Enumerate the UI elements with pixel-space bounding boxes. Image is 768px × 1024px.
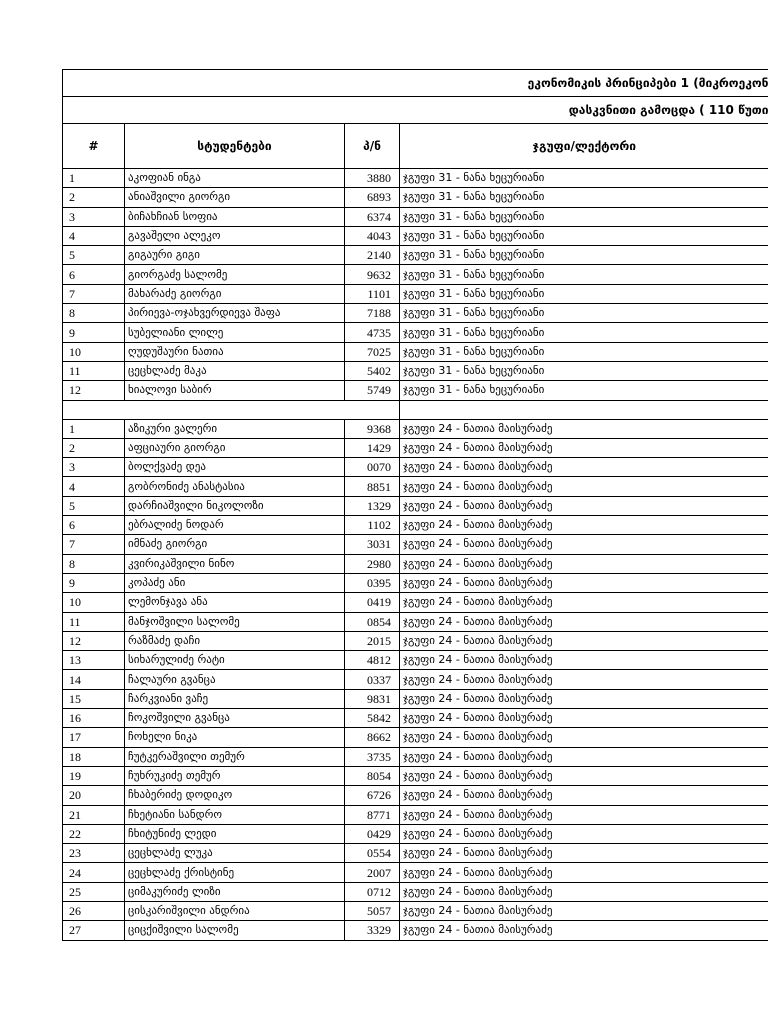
table-row	[63, 651, 768, 670]
student-name-cell[interactable]: ლემონჯავა ანა	[125, 593, 345, 612]
table-row	[63, 921, 768, 940]
student-name-cell[interactable]: კვირიკაშვილი ნინო	[125, 554, 345, 573]
table-row	[63, 361, 768, 380]
student-name-cell[interactable]: ხიალოვი საბირ	[125, 381, 345, 400]
student-id-cell[interactable]: 5749	[345, 381, 400, 400]
student-id-cell[interactable]: 7025	[345, 342, 400, 361]
group-lecturer-cell[interactable]: ჯგუფი 24 - ნათია მაისურაძე	[400, 901, 768, 920]
student-name-cell[interactable]: მანჯოშვილი სალომე	[125, 612, 345, 631]
row-number-cell[interactable]: 6	[63, 265, 125, 284]
group-lecturer-cell[interactable]: ჯგუფი 24 - ნათია მაისურაძე	[400, 419, 768, 438]
column-header-group[interactable]: ჯგუფი/ლექტორი	[400, 124, 768, 169]
table-row	[63, 477, 768, 496]
group-lecturer-cell[interactable]: ჯგუფი 31 - ნანა ხეცურიანი	[400, 169, 768, 188]
student-name-cell[interactable]: გიგაური გიგი	[125, 246, 345, 265]
student-name-cell[interactable]: მახარაძე გიორგი	[125, 284, 345, 303]
student-id-cell[interactable]: 4812	[345, 651, 400, 670]
group-lecturer-cell[interactable]: ჯგუფი 24 - ნათია მაისურაძე	[400, 921, 768, 940]
student-name-cell[interactable]: ციცქიშვილი სალომე	[125, 921, 345, 940]
table-row	[63, 226, 768, 245]
student-name-cell[interactable]: დარჩიაშვილი ნიკოლოზი	[125, 496, 345, 515]
student-id-cell[interactable]: 9632	[345, 265, 400, 284]
table-row	[63, 747, 768, 766]
sheet-title[interactable]: ეკონომიკის პრინციპები 1 (მიკროეკონ	[63, 70, 768, 97]
group-lecturer-cell[interactable]: ჯგუფი 31 - ნანა ხეცურიანი	[400, 265, 768, 284]
student-id-cell[interactable]: 0070	[345, 458, 400, 477]
column-header-num[interactable]: #	[63, 124, 125, 169]
student-name-cell[interactable]: სიხარულიძე რატი	[125, 651, 345, 670]
student-name-cell[interactable]: ღუდუშაური ნათია	[125, 342, 345, 361]
student-name-cell[interactable]: ცეცხლაძე მაკა	[125, 361, 345, 380]
student-name-cell[interactable]: იმნაძე გიორგი	[125, 535, 345, 554]
student-name-cell[interactable]: ციმაკურიძე ლიზი	[125, 882, 345, 901]
blank-cell[interactable]	[63, 400, 400, 419]
group-lecturer-cell[interactable]: ჯგუფი 31 - ნანა ხეცურიანი	[400, 226, 768, 245]
row-number-cell[interactable]: 9	[63, 573, 125, 592]
student-id-cell[interactable]: 5057	[345, 901, 400, 920]
table-row	[63, 207, 768, 226]
row-number-cell[interactable]: 3	[63, 458, 125, 477]
row-number-cell[interactable]: 7	[63, 284, 125, 303]
student-id-cell[interactable]: 0712	[345, 882, 400, 901]
student-id-cell[interactable]: 2140	[345, 246, 400, 265]
student-name-cell[interactable]: ჩხეტიანი სანდრო	[125, 805, 345, 824]
student-id-cell[interactable]: 5402	[345, 361, 400, 380]
table-row	[63, 458, 768, 477]
student-id-cell[interactable]: 5842	[345, 709, 400, 728]
table-row	[63, 342, 768, 361]
table-row	[63, 535, 768, 554]
group-lecturer-cell[interactable]: ჯგუფი 24 - ნათია მაისურაძე	[400, 458, 768, 477]
student-id-cell[interactable]: 6374	[345, 207, 400, 226]
student-name-cell[interactable]: ჩუტკერაშვილი თემურ	[125, 747, 345, 766]
group-lecturer-cell[interactable]: ჯგუფი 24 - ნათია მაისურაძე	[400, 766, 768, 785]
group-lecturer-cell[interactable]: ჯგუფი 31 - ნანა ხეცურიანი	[400, 246, 768, 265]
student-name-cell[interactable]: ანიაშვილი გიორგი	[125, 188, 345, 207]
table-row	[63, 323, 768, 342]
student-name-cell[interactable]: ჩუხრუკიძე თემურ	[125, 766, 345, 785]
table-row	[63, 573, 768, 592]
row-number-cell[interactable]: 11	[63, 612, 125, 631]
row-number-cell[interactable]: 24	[63, 863, 125, 882]
group-lecturer-cell[interactable]: ჯგუფი 31 - ნანა ხეცურიანი	[400, 361, 768, 380]
student-id-cell[interactable]: 2980	[345, 554, 400, 573]
row-number-cell[interactable]: 4	[63, 477, 125, 496]
student-name-cell[interactable]: ჩხაბერიძე დოდიკო	[125, 786, 345, 805]
student-name-cell[interactable]: ჩალაური გვანცა	[125, 670, 345, 689]
row-number-cell[interactable]: 16	[63, 709, 125, 728]
student-name-cell[interactable]: აზიკური ვალერი	[125, 419, 345, 438]
student-id-cell[interactable]: 1429	[345, 438, 400, 457]
row-number-cell[interactable]: 5	[63, 496, 125, 515]
row-number-cell[interactable]: 11	[63, 361, 125, 380]
student-id-cell[interactable]: 6893	[345, 188, 400, 207]
row-number-cell[interactable]: 27	[63, 921, 125, 940]
student-name-cell[interactable]: ჩოხელი ნიკა	[125, 728, 345, 747]
table-row	[63, 901, 768, 920]
column-header-row	[63, 124, 768, 169]
spreadsheet	[62, 69, 768, 941]
table-row	[63, 304, 768, 323]
student-name-cell[interactable]: ჩხიტუნიძე ლედი	[125, 824, 345, 843]
group-lecturer-cell[interactable]: ჯგუფი 24 - ნათია მაისურაძე	[400, 824, 768, 843]
row-number-cell[interactable]: 7	[63, 535, 125, 554]
row-number-cell[interactable]: 19	[63, 766, 125, 785]
row-number-cell[interactable]: 3	[63, 207, 125, 226]
student-name-cell[interactable]: აკოფიან ინგა	[125, 169, 345, 188]
table-row	[63, 786, 768, 805]
student-name-cell[interactable]: გავაშელი ალეკო	[125, 226, 345, 245]
student-name-cell[interactable]: ბიჩახჩიან სოფია	[125, 207, 345, 226]
student-id-cell[interactable]: 1329	[345, 496, 400, 515]
table-row	[63, 728, 768, 747]
group-lecturer-cell[interactable]: ჯგუფი 24 - ნათია მაისურაძე	[400, 844, 768, 863]
table-row	[63, 844, 768, 863]
student-id-cell[interactable]: 3329	[345, 921, 400, 940]
subtitle-row	[63, 97, 768, 124]
table-row	[63, 188, 768, 207]
title-row	[63, 70, 768, 97]
table-row	[63, 516, 768, 535]
table-row	[63, 381, 768, 400]
group-lecturer-cell[interactable]: ჯგუფი 31 - ნანა ხეცურიანი	[400, 323, 768, 342]
table-row	[63, 766, 768, 785]
student-name-cell[interactable]: ჩოკოშვილი გვანცა	[125, 709, 345, 728]
group-lecturer-cell[interactable]: ჯგუფი 24 - ნათია მაისურაძე	[400, 805, 768, 824]
student-name-cell[interactable]: ცისკარიშვილი ანდრია	[125, 901, 345, 920]
row-number-cell[interactable]: 12	[63, 381, 125, 400]
student-id-cell[interactable]: 3031	[345, 535, 400, 554]
table-row	[63, 863, 768, 882]
student-id-cell[interactable]: 9831	[345, 689, 400, 708]
table-row	[63, 496, 768, 515]
student-id-cell[interactable]: 2007	[345, 863, 400, 882]
group-lecturer-cell[interactable]: ჯგუფი 24 - ნათია მაისურაძე	[400, 612, 768, 631]
group-lecturer-cell[interactable]: ჯგუფი 31 - ნანა ხეცურიანი	[400, 304, 768, 323]
student-name-cell[interactable]: ბოლქვაძე დეა	[125, 458, 345, 477]
row-number-cell[interactable]: 22	[63, 824, 125, 843]
table-row	[63, 805, 768, 824]
student-id-cell[interactable]: 7188	[345, 304, 400, 323]
student-id-cell[interactable]: 2015	[345, 631, 400, 650]
student-id-cell[interactable]: 0337	[345, 670, 400, 689]
row-number-cell[interactable]: 8	[63, 304, 125, 323]
table-row	[63, 612, 768, 631]
student-table	[62, 69, 768, 941]
group-lecturer-cell[interactable]: ჯგუფი 24 - ნათია მაისურაძე	[400, 709, 768, 728]
group-lecturer-cell[interactable]: ჯგუფი 31 - ნანა ხეცურიანი	[400, 207, 768, 226]
student-name-cell[interactable]: ჩარკვიანი ვაჩე	[125, 689, 345, 708]
blank-separator-row	[63, 400, 768, 419]
row-number-cell[interactable]: 25	[63, 882, 125, 901]
group-lecturer-cell[interactable]: ჯგუფი 24 - ნათია მაისურაძე	[400, 882, 768, 901]
student-name-cell[interactable]: კოპაძე ანი	[125, 573, 345, 592]
group-lecturer-cell[interactable]: ჯგუფი 31 - ნანა ხეცურიანი	[400, 284, 768, 303]
student-name-cell[interactable]: ცეცხლაძე ლუკა	[125, 844, 345, 863]
table-row	[63, 882, 768, 901]
row-number-cell[interactable]: 10	[63, 342, 125, 361]
student-id-cell[interactable]: 8851	[345, 477, 400, 496]
student-name-cell[interactable]: ებრალიძე ნოდარ	[125, 516, 345, 535]
table-row	[63, 689, 768, 708]
row-number-cell[interactable]: 8	[63, 554, 125, 573]
group-lecturer-cell[interactable]: ჯგუფი 24 - ნათია მაისურაძე	[400, 863, 768, 882]
table-row	[63, 824, 768, 843]
group-lecturer-cell[interactable]: ჯგუფი 24 - ნათია მაისურაძე	[400, 593, 768, 612]
student-id-cell[interactable]: 1101	[345, 284, 400, 303]
group-lecturer-cell[interactable]: ჯგუფი 24 - ნათია მაისურაძე	[400, 516, 768, 535]
group-lecturer-cell[interactable]: ჯგუფი 24 - ნათია მაისურაძე	[400, 651, 768, 670]
group-lecturer-cell[interactable]: ჯგუფი 24 - ნათია მაისურაძე	[400, 496, 768, 515]
table-row	[63, 709, 768, 728]
table-row	[63, 284, 768, 303]
row-number-cell[interactable]: 2	[63, 438, 125, 457]
student-id-cell[interactable]: 6726	[345, 786, 400, 805]
group-lecturer-cell[interactable]: ჯგუფი 31 - ნანა ხეცურიანი	[400, 188, 768, 207]
group-lecturer-cell[interactable]: ჯგუფი 24 - ნათია მაისურაძე	[400, 438, 768, 457]
group-lecturer-cell[interactable]: ჯგუფი 24 - ნათია მაისურაძე	[400, 728, 768, 747]
row-number-cell[interactable]: 17	[63, 728, 125, 747]
group-lecturer-cell[interactable]: ჯგუფი 24 - ნათია მაისურაძე	[400, 573, 768, 592]
row-number-cell[interactable]: 12	[63, 631, 125, 650]
row-number-cell[interactable]: 13	[63, 651, 125, 670]
student-id-cell[interactable]: 0854	[345, 612, 400, 631]
group-lecturer-cell[interactable]: ჯგუფი 24 - ნათია მაისურაძე	[400, 631, 768, 650]
group-lecturer-cell[interactable]: ჯგუფი 24 - ნათია მაისურაძე	[400, 554, 768, 573]
group-lecturer-cell[interactable]: ჯგუფი 24 - ნათია მაისურაძე	[400, 670, 768, 689]
student-name-cell[interactable]: სუბელიანი ლილე	[125, 323, 345, 342]
row-number-cell[interactable]: 1	[63, 419, 125, 438]
table-row	[63, 554, 768, 573]
sheet-subtitle[interactable]: დასკვნითი გამოცდა ( 110 წუთი	[63, 97, 768, 124]
student-id-cell[interactable]: 0419	[345, 593, 400, 612]
row-number-cell[interactable]: 20	[63, 786, 125, 805]
group-lecturer-cell[interactable]: ჯგუფი 24 - ნათია მაისურაძე	[400, 689, 768, 708]
table-row	[63, 631, 768, 650]
student-id-cell[interactable]: 9368	[345, 419, 400, 438]
student-id-cell[interactable]: 8054	[345, 766, 400, 785]
student-id-cell[interactable]: 3880	[345, 169, 400, 188]
table-row	[63, 169, 768, 188]
student-id-cell[interactable]: 8771	[345, 805, 400, 824]
student-id-cell[interactable]: 4043	[345, 226, 400, 245]
student-id-cell[interactable]: 0554	[345, 844, 400, 863]
group-lecturer-cell[interactable]: ჯგუფი 24 - ნათია მაისურაძე	[400, 535, 768, 554]
row-number-cell[interactable]: 5	[63, 246, 125, 265]
group-lecturer-cell[interactable]: ჯგუფი 24 - ნათია მაისურაძე	[400, 477, 768, 496]
student-id-cell[interactable]: 4735	[345, 323, 400, 342]
row-number-cell[interactable]: 2	[63, 188, 125, 207]
blank-cell[interactable]	[400, 400, 768, 419]
table-row	[63, 265, 768, 284]
row-number-cell[interactable]: 14	[63, 670, 125, 689]
student-name-cell[interactable]: გობრონიძე ანასტასია	[125, 477, 345, 496]
row-number-cell[interactable]: 15	[63, 689, 125, 708]
row-number-cell[interactable]: 21	[63, 805, 125, 824]
student-name-cell[interactable]: აფციაური გიორგი	[125, 438, 345, 457]
student-name-cell[interactable]: პირიევა-ოჯახვერდიევა შაფა	[125, 304, 345, 323]
row-number-cell[interactable]: 23	[63, 844, 125, 863]
student-name-cell[interactable]: გიორგაძე სალომე	[125, 265, 345, 284]
column-header-id[interactable]: პ/ნ	[345, 124, 400, 169]
row-number-cell[interactable]: 6	[63, 516, 125, 535]
row-number-cell[interactable]: 10	[63, 593, 125, 612]
row-number-cell[interactable]: 4	[63, 226, 125, 245]
row-number-cell[interactable]: 9	[63, 323, 125, 342]
row-number-cell[interactable]: 18	[63, 747, 125, 766]
table-row	[63, 246, 768, 265]
student-id-cell[interactable]: 3735	[345, 747, 400, 766]
group-lecturer-cell[interactable]: ჯგუფი 24 - ნათია მაისურაძე	[400, 747, 768, 766]
column-header-students[interactable]: სტუდენტები	[125, 124, 345, 169]
table-row	[63, 593, 768, 612]
group-lecturer-cell[interactable]: ჯგუფი 31 - ნანა ხეცურიანი	[400, 342, 768, 361]
table-row	[63, 438, 768, 457]
group-lecturer-cell[interactable]: ჯგუფი 31 - ნანა ხეცურიანი	[400, 381, 768, 400]
student-id-cell[interactable]: 8662	[345, 728, 400, 747]
student-id-cell[interactable]: 0395	[345, 573, 400, 592]
group-lecturer-cell[interactable]: ჯგუფი 24 - ნათია მაისურაძე	[400, 786, 768, 805]
table-row	[63, 419, 768, 438]
row-number-cell[interactable]: 26	[63, 901, 125, 920]
student-id-cell[interactable]: 1102	[345, 516, 400, 535]
row-number-cell[interactable]: 1	[63, 169, 125, 188]
student-name-cell[interactable]: ცეცხლაძე ქრისტინე	[125, 863, 345, 882]
student-name-cell[interactable]: რაზმაძე დაჩი	[125, 631, 345, 650]
table-row	[63, 670, 768, 689]
student-id-cell[interactable]: 0429	[345, 824, 400, 843]
